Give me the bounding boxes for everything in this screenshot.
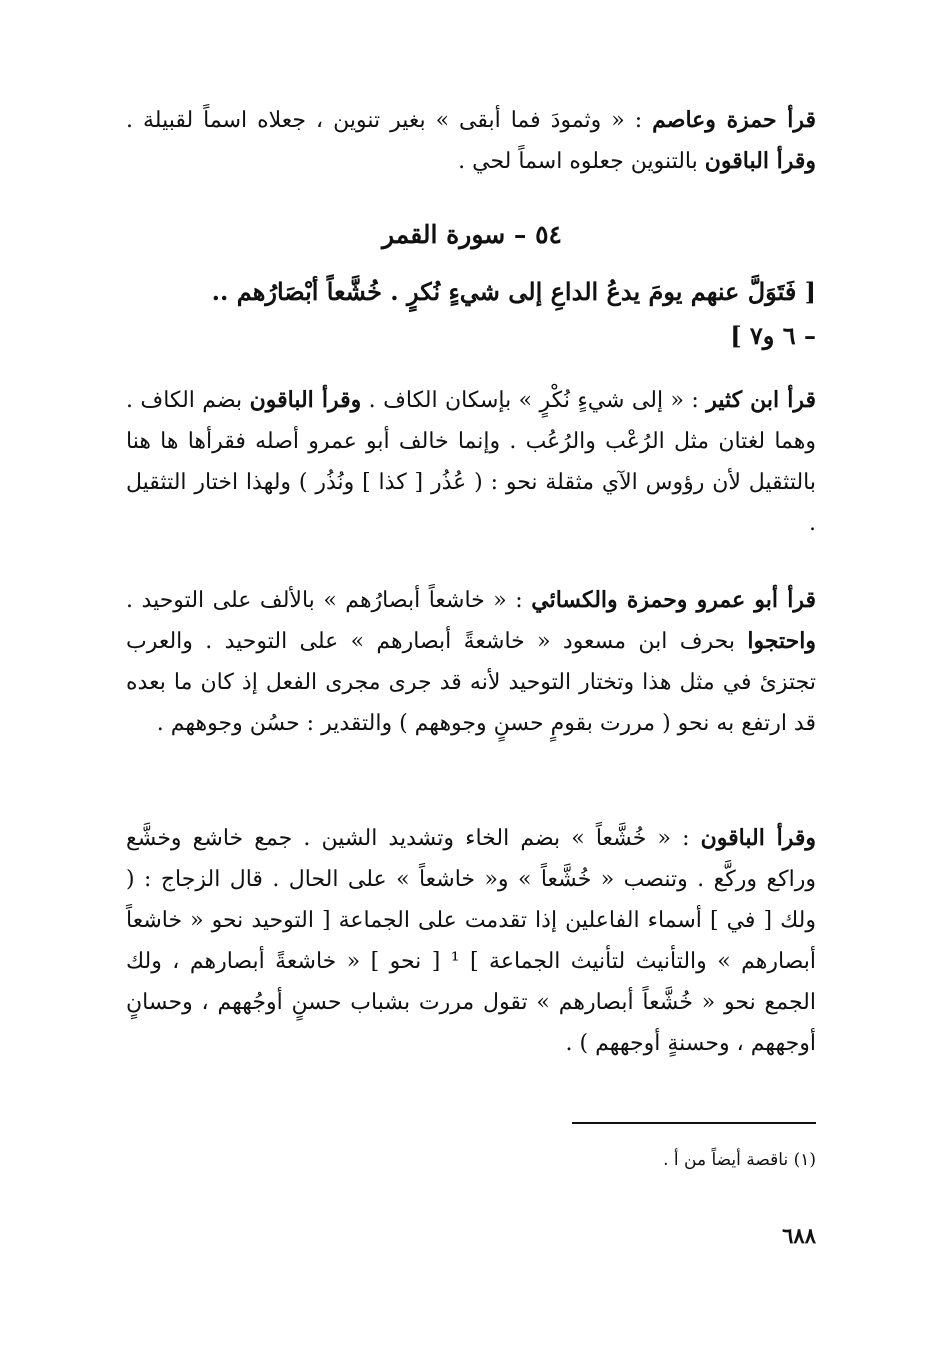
paragraph-text: : « خُشَّعاً » بضم الخاء وتشديد الشين . جمع خاشع وخشَّع وراكع وركَّع . وتنصب « خُشَّعاً » و« خاشعاً » على الحال . قال الزجاج : ( ولك [ في ] أسماء الفاعلين إذا تقدمت على الجماعة [ التوحيد نحو « خاشعاً أبصارهم » والتأنيث لتأنيث الجماعة ] ¹ [ نحو ] « خاشعةً أبصارهم ، ولك الجمع نحو « خُشَّعاً أبصارهم » تقول مررت بشباب حسنٍ أوجُههم ، وحسانٍ أوجههم ، وحسنةٍ أوجههم ) . (126, 826, 816, 1056)
paragraph-text: بضم الكاف . وهما لغتان مثل الرُعْب والرُعُب . وإنما خالف أبو عمرو أصله فقرأها ها هنا بالتثقيل لأن رؤوس الآي مثقلة نحو : ( عُذُر (126, 388, 816, 495)
footnote: (١) ناقصة أيضاً من أ . (663, 1150, 816, 1170)
paragraph-text: بالتنوين جعلوه اسماً لحي . (458, 149, 705, 174)
reader-abu-amr-hamza-kisai: قرأ أبو عمرو وحمزة والكسائي (531, 587, 816, 613)
paragraph-others (126, 818, 816, 1064)
verse-reference: – ٦ و٧ ] (730, 321, 816, 350)
paragraph-text: بحرف ابن مسعود « خاشعةً أبصارهم » على التوحيد . والعرب تجتزئ في مثل هذا وتختار التوحيد لأنه قد جرى مجرى الفعل إذ كان ما بعده قد ارتفع به نحو ( مررت بقومٍ حسنٍ وجوههم ) والتقدير : حسُن وجوههم . (126, 629, 816, 736)
paragraph-thamud (126, 100, 816, 182)
reader-others: وقرأ الباقون (249, 387, 362, 413)
reader-ibn-kathir: قرأ ابن كثير (706, 387, 816, 413)
paragraph-text: : « خاشعاً أبصارُهم » بالألف على التوحيد . (126, 588, 532, 613)
reader-hamza-asim: قرأ حمزة وعاصم (652, 107, 816, 133)
paragraph-text: : « إلى شيءٍ نُكْرٍ » بإسكان الكاف . (361, 388, 707, 413)
verse-quote (126, 270, 816, 358)
verse-text: [ فَتَوَلَّ عنهم يومَ يدعُ الداعِ إلى شيءٍ نُكرٍ . خُشَّعاً أبْصَارُهم .. (211, 277, 816, 306)
paragraph-text: [ كذا ] ونُذُر ) ولهذا اختار التثقيل . (126, 470, 816, 536)
reader-others: وقرأ الباقون (704, 148, 816, 174)
paragraph-abu-amr (126, 580, 816, 744)
paragraph-text: : « وثمودَ فما أبقى » بغير تنوين ، جعلاه اسماً لقبيلة . (126, 108, 653, 133)
argument-keyword: واحتجوا (747, 628, 816, 654)
footnote-divider (572, 1122, 816, 1124)
reader-others: وقرأ الباقون (700, 825, 816, 851)
page-number: ٦٨٨ (782, 1223, 816, 1248)
surah-title: ٥٤ – سورة القمر (382, 220, 562, 249)
paragraph-ibn-kathir (126, 380, 816, 544)
